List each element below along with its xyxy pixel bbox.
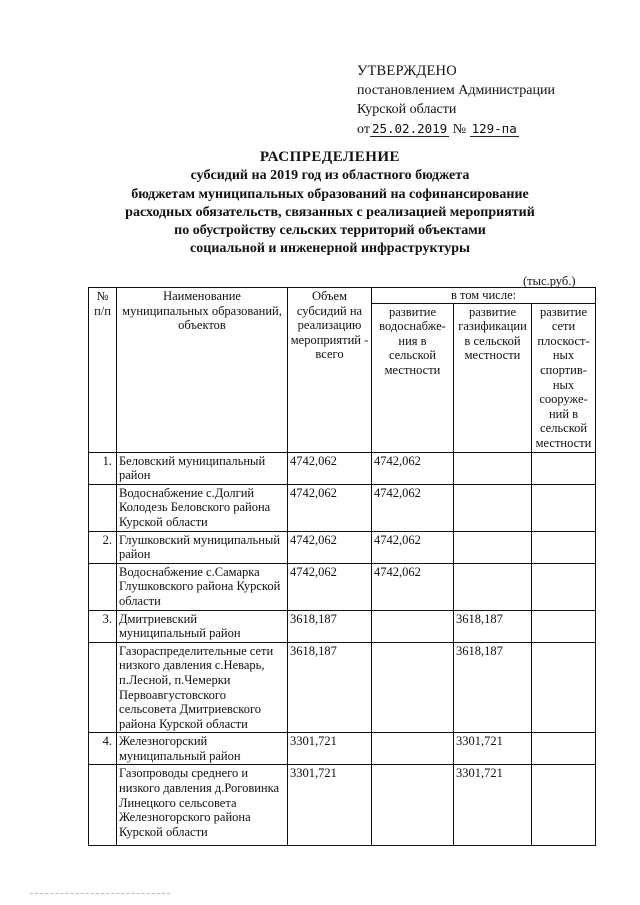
cell-gas (454, 452, 532, 484)
cell-num (89, 484, 117, 531)
cell-sport (532, 642, 596, 733)
header-total: Объем субсидий на реализацию мероприятий - всего (288, 288, 372, 453)
table-row (89, 452, 596, 484)
header-gas: развитие газификации в сельской местности (454, 303, 532, 452)
header-num: № п/п (89, 288, 117, 453)
cell-num: 3. (89, 610, 117, 642)
cell-sport (532, 484, 596, 531)
cell-water (372, 765, 454, 846)
cell-sport (532, 531, 596, 563)
cell-total: 4742,062 (288, 531, 372, 563)
approval-line-2: Курской области (357, 102, 457, 117)
table-row (89, 484, 596, 531)
cell-num (89, 765, 117, 846)
cell-gas (454, 484, 532, 531)
title-line: расходных обязательств, связанных с реализацией мероприятий (125, 204, 535, 220)
cell-num: 2. (89, 531, 117, 563)
unit-label: (тыс.руб.) (523, 274, 576, 288)
cell-gas: 3301,721 (454, 733, 532, 765)
cell-total: 3301,721 (288, 765, 372, 846)
from-label: от (357, 122, 370, 137)
cell-name: Железногорский муниципальный район (117, 733, 288, 765)
title-main: РАСПРЕДЕЛЕНИЕ (259, 149, 401, 165)
title-line: социальной и инженерной инфраструктуры (190, 241, 470, 257)
title-line: по обустройству сельских территорий объектами (174, 223, 486, 239)
approval-line-1: постановлением Администрации (357, 83, 555, 98)
approved-label: УТВЕРЖДЕНО (357, 63, 457, 79)
cell-name: Газопроводы среднего и низкого давления д.Роговинка Линецкого сельсовета Железногорского района Курской области (117, 765, 288, 846)
cell-gas: 3618,187 (454, 642, 532, 733)
title-line: субсидий на 2019 год из областного бюджета (190, 168, 470, 184)
cell-name: Газораспределительные сети низкого давления с.Неварь, п.Лесной, п.Чемерки Первоавгустовского сельсовета Дмитриевского района Курской области (117, 642, 288, 733)
table-row (89, 610, 596, 642)
cell-gas (454, 563, 532, 610)
cell-water: 4742,062 (372, 563, 454, 610)
table-row (89, 642, 596, 733)
cell-sport (532, 563, 596, 610)
cell-gas: 3301,721 (454, 765, 532, 846)
header-name: Наименование муниципальных образований, объектов (117, 288, 288, 453)
cell-water: 4742,062 (372, 531, 454, 563)
cell-water: 4742,062 (372, 484, 454, 531)
decree-date: 25.02.2019 (371, 121, 448, 136)
cell-name: Водоснабжение с.Долгий Колодезь Беловского района Курской области (117, 484, 288, 531)
cell-total: 4742,062 (288, 563, 372, 610)
cell-num: 4. (89, 733, 117, 765)
cell-sport (532, 733, 596, 765)
cell-sport (532, 765, 596, 846)
cell-water (372, 733, 454, 765)
header-including: в том числе: (372, 288, 596, 304)
table-header-row (89, 288, 596, 304)
cell-gas: 3618,187 (454, 610, 532, 642)
cell-num: 1. (89, 452, 117, 484)
cell-total: 3618,187 (288, 610, 372, 642)
header-sport: развитие сети плоскост-ных спортив-ных сооруже-ний в сельской местности (532, 303, 596, 452)
cell-total: 3301,721 (288, 733, 372, 765)
cell-water (372, 610, 454, 642)
decree-number: 129-па (471, 121, 517, 136)
number-label: № (452, 122, 467, 137)
cell-name: Дмитриевский муниципальный район (117, 610, 288, 642)
distribution-table (88, 287, 596, 846)
approval-stamp (357, 62, 555, 139)
cell-name: Глушковский муниципальный район (117, 531, 288, 563)
cell-num (89, 563, 117, 610)
cell-total: 4742,062 (288, 452, 372, 484)
table-row (89, 733, 596, 765)
cell-water (372, 642, 454, 733)
table-row (89, 765, 596, 846)
cell-sport (532, 452, 596, 484)
cell-water: 4742,062 (372, 452, 454, 484)
table-row (89, 531, 596, 563)
cell-gas (454, 531, 532, 563)
cell-name: Водоснабжение с.Самарка Глушковского района Курской области (117, 563, 288, 610)
scan-artifact (30, 893, 170, 896)
cell-total: 3618,187 (288, 642, 372, 733)
header-water: развитие водоснабже-ния в сельской местности (372, 303, 454, 452)
cell-sport (532, 610, 596, 642)
table-row (89, 563, 596, 610)
cell-name: Беловский муниципальный район (117, 452, 288, 484)
approval-date-line (357, 119, 555, 139)
cell-num (89, 642, 117, 733)
title-line: бюджетам муниципальных образований на софинансирование (131, 186, 529, 202)
cell-total: 4742,062 (288, 484, 372, 531)
document-title (80, 148, 580, 259)
